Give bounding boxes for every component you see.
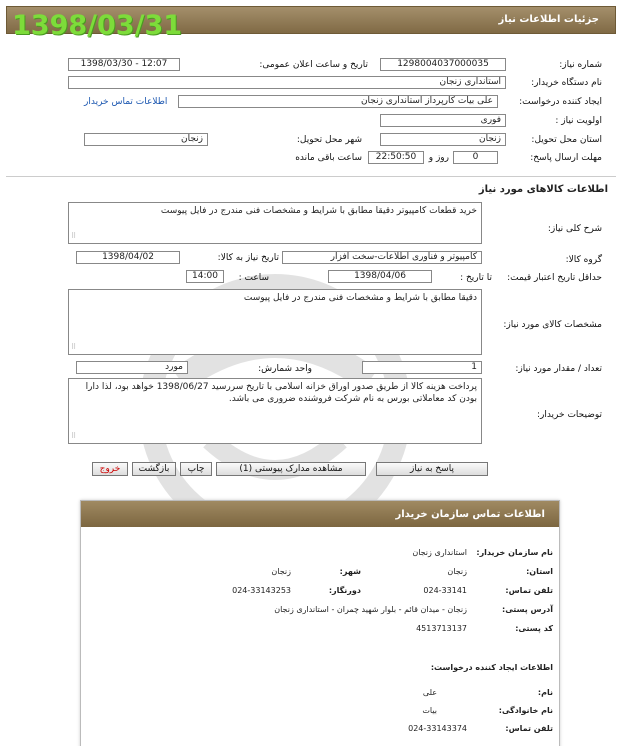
remaining-time-field: 22:50:50: [368, 151, 424, 164]
group-label: گروه کالا:: [565, 255, 602, 265]
contact-card-header: [81, 501, 559, 527]
announce-field: 1398/03/30 - 12:07: [68, 58, 180, 71]
buyer-field: استانداری زنجان: [68, 76, 506, 89]
postal-label: کد پستی:: [515, 624, 553, 633]
min-price-label: حداقل تاریخ اعتبار قیمت:: [507, 273, 602, 283]
contact-city-value: زنجان: [271, 567, 291, 576]
city-label: شهر محل تحویل:: [296, 135, 362, 145]
spec-area: دقیقا مطابق با شرایط و مشخصات فنی مندرج در فایل پیوست ⠿: [68, 289, 482, 355]
priority-field: فوری: [380, 114, 506, 127]
desc-label: شرح کلی نیاز:: [547, 224, 602, 234]
province-field: زنجان: [380, 133, 506, 146]
phone-value: 024-33141: [423, 586, 467, 595]
hour-label: ساعت :: [238, 273, 269, 283]
name-value: علی: [422, 688, 437, 697]
unit-label: واحد شمارش:: [258, 364, 312, 374]
spec-text: دقیقا مطابق با شرایط و مشخصات فنی مندرج در فایل پیوست: [243, 293, 477, 303]
address-label: آدرس پستی:: [502, 605, 553, 614]
city-field: زنجان: [84, 133, 208, 146]
notes-area: پرداخت هزینه کالا از طریق صدور اوراق خزانه اسلامی با تاریخ سررسید 1398/06/27 خواهد بود، لذا دارا بودن کد معاملاتی بورس به نام شرکت فروشنده ضروری می باشد. ⠿: [68, 378, 482, 444]
creator-field: علی بیات کارپرداز استانداری زنجان: [178, 95, 498, 108]
fax-label: دورنگار:: [328, 586, 361, 595]
announce-label: تاریخ و ساعت اعلان عمومی:: [259, 60, 368, 70]
contact-card-title: اطلاعات تماس سازمان خریدار: [395, 509, 545, 520]
until-date-field: 1398/04/06: [328, 270, 432, 283]
page-title: جزئیات اطلاعات نیاز: [498, 14, 599, 25]
org-value: استانداری زنجان: [412, 548, 467, 557]
org-label: نام سازمان خریدار:: [476, 548, 553, 557]
until-label: تا تاریخ :: [460, 273, 492, 283]
desc-text: خرید قطعات کامپیوتر دقیقا مطابق با شرایط و مشخصات فنی مندرج در فایل پیوست: [160, 206, 477, 216]
print-button[interactable]: چاپ: [180, 462, 212, 476]
creator-label: ایجاد کننده درخواست:: [519, 97, 602, 107]
days-word: روز و: [428, 153, 449, 163]
group-field: کامپیوتر و فناوری اطلاعات-سخت افزار: [282, 251, 482, 264]
buyer-label: نام دستگاه خریدار:: [531, 78, 602, 88]
desc-area: خرید قطعات کامپیوتر دقیقا مطابق با شرایط و مشخصات فنی مندرج در فایل پیوست ⠿: [68, 202, 482, 244]
priority-label: اولویت نیاز :: [555, 116, 602, 126]
unit-field: مورد: [76, 361, 188, 374]
postal-value: 4513713137: [416, 624, 467, 633]
need-number-field: 1298004037000035: [380, 58, 506, 71]
deadline-label: مهلت ارسال پاسخ:: [530, 153, 602, 163]
remaining-word: ساعت باقی مانده: [295, 153, 362, 163]
contact-card: [80, 500, 560, 746]
attachments-button[interactable]: مشاهده مدارک پیوستی (1): [216, 462, 366, 476]
spec-label: مشخصات کالای مورد نیاز:: [503, 320, 602, 330]
family-value: بیات: [422, 706, 437, 715]
address-value: زنجان - میدان قائم - بلوار شهید چمران - استانداری زنجان: [274, 605, 467, 614]
date-watermark: 1398/03/31: [12, 10, 183, 41]
notes-text: پرداخت هزینه کالا از طریق صدور اوراق خزانه اسلامی با تاریخ سررسید 1398/06/27 خواهد بود، لذا دارا بودن کد معاملاتی بورس به نام شرکت فروشنده ضروری می باشد.: [85, 382, 477, 404]
reply-button[interactable]: پاسخ به نیاز: [376, 462, 488, 476]
buyer-contact-link[interactable]: اطلاعات تماس خریدار: [84, 97, 168, 107]
need-number-label: شماره نیاز:: [559, 60, 602, 70]
exit-button[interactable]: خروج: [92, 462, 128, 476]
qty-field: 1: [362, 361, 482, 374]
days-field: 0: [453, 151, 498, 164]
need-date-field: 1398/04/02: [76, 251, 180, 264]
goods-section-title: اطلاعات کالاهای مورد نیاز: [478, 184, 608, 195]
need-date-label: تاریخ نیاز به کالا:: [217, 253, 279, 263]
qty-label: تعداد / مقدار مورد نیاز:: [515, 364, 602, 374]
phone-label: تلفن تماس:: [505, 586, 553, 595]
contact-city-label: شهر:: [339, 567, 361, 576]
creator-info-title: اطلاعات ایجاد کننده درخواست:: [430, 663, 553, 672]
province-label: استان محل تحویل:: [531, 135, 602, 145]
creator-phone-label: تلفن تماس:: [505, 724, 553, 733]
contact-province-value: زنجان: [447, 567, 467, 576]
family-label: نام خانوادگی:: [498, 706, 553, 715]
hour-field: 14:00: [186, 270, 224, 283]
back-button[interactable]: بازگشت: [132, 462, 176, 476]
creator-phone-value: 024-33143374: [408, 724, 467, 733]
fax-value: 024-33143253: [232, 586, 291, 595]
name-label: نام:: [537, 688, 553, 697]
notes-label: توضیحات خریدار:: [536, 410, 602, 420]
contact-province-label: استان:: [526, 567, 553, 576]
